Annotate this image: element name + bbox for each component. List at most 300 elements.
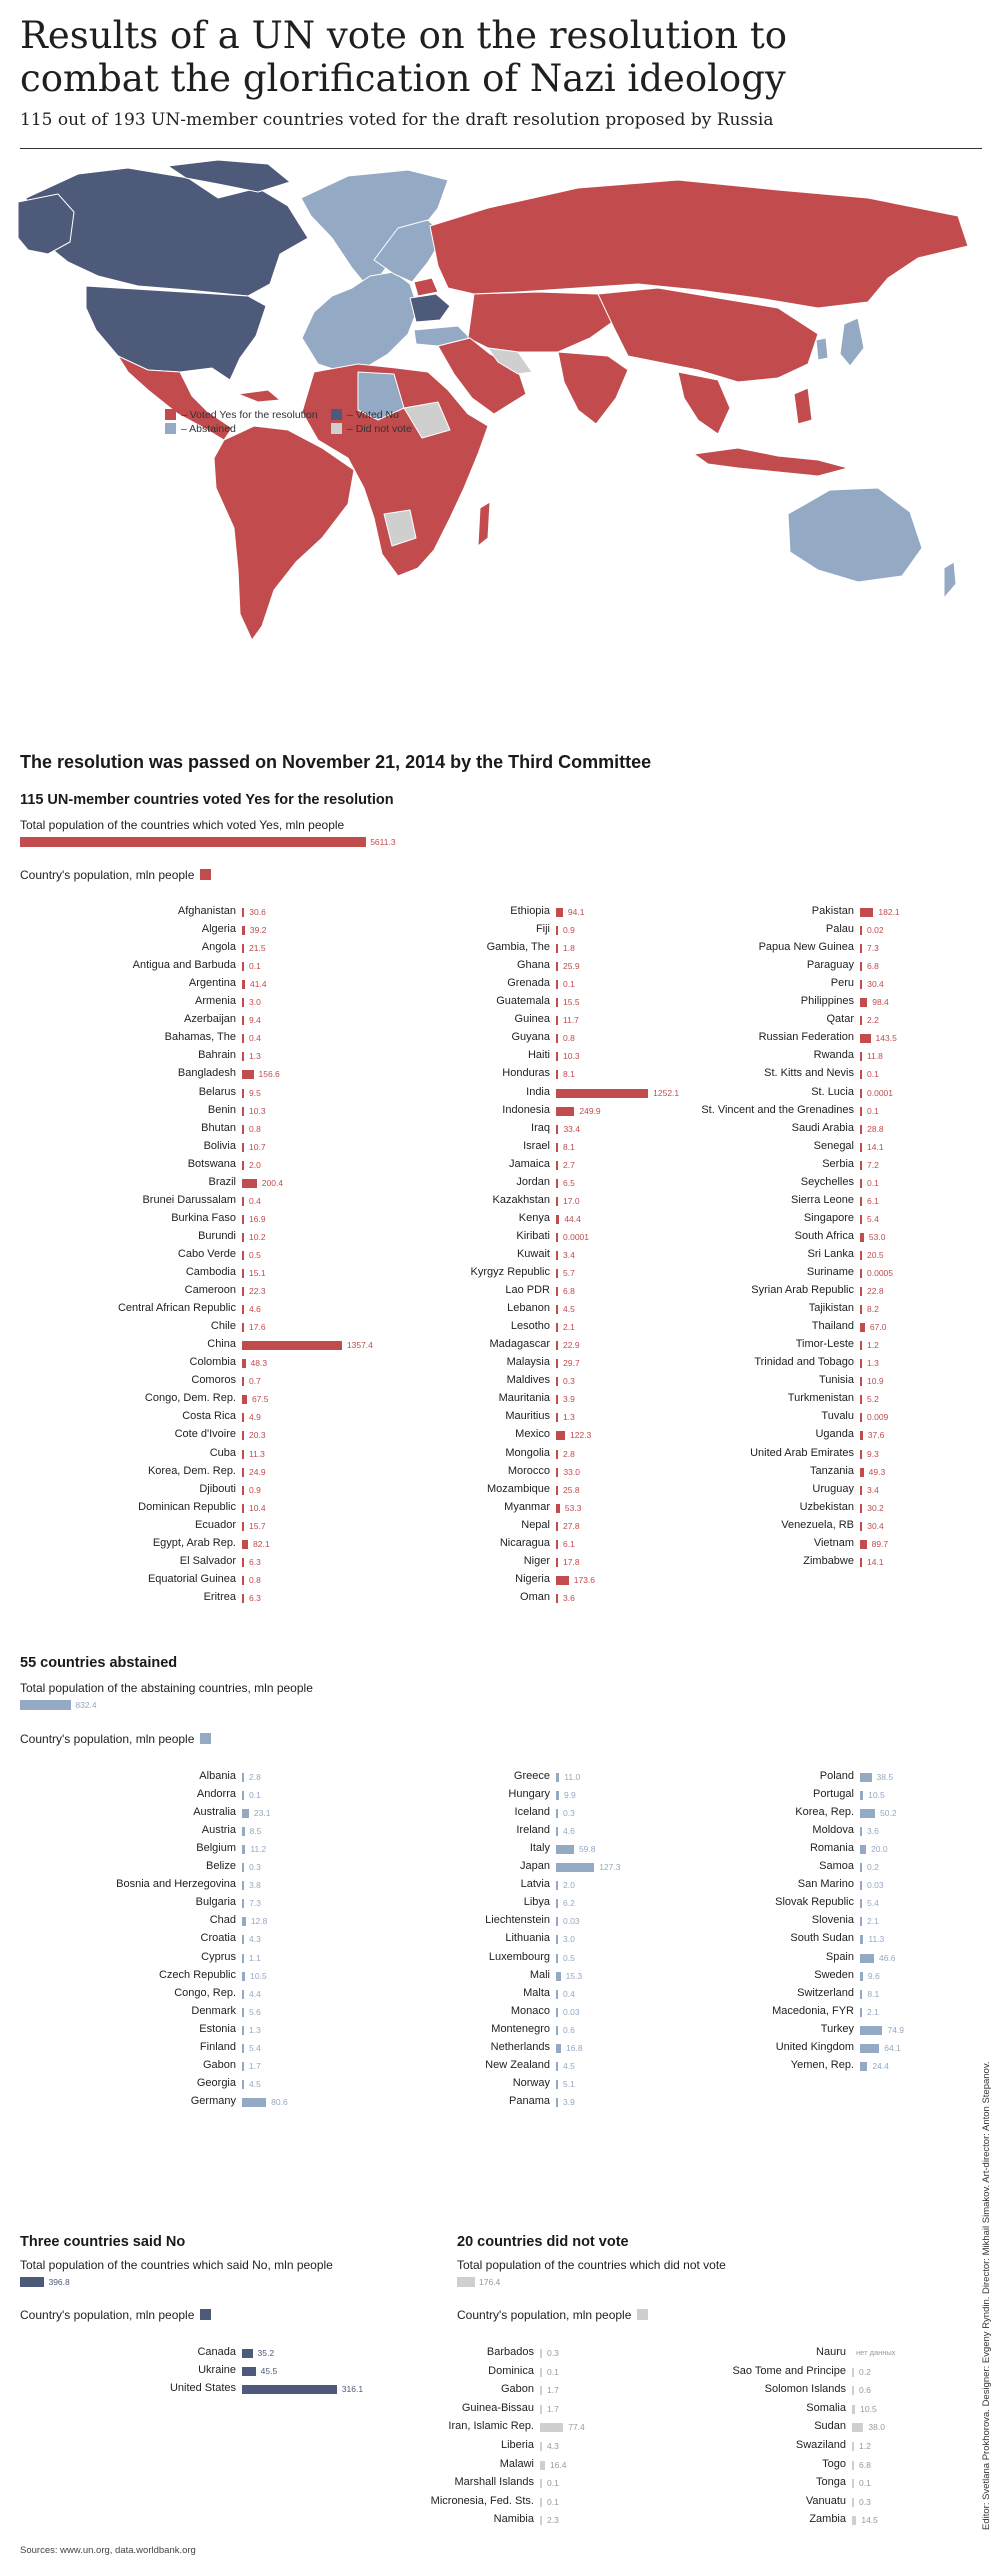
country-name: Luxembourg xyxy=(488,1950,550,1963)
population-value: 0.0001 xyxy=(563,1231,589,1242)
page-subtitle: 115 out of 193 UN-member countries voted for the draft resolution proposed by Russia xyxy=(20,110,774,130)
population-value: 9.3 xyxy=(867,1448,879,1459)
country-row xyxy=(0,1102,998,1120)
population-bar xyxy=(860,1179,862,1188)
population-value: 17.6 xyxy=(249,1322,266,1333)
population-value: 1.7 xyxy=(547,2403,559,2414)
population-value: 14.1 xyxy=(867,1141,884,1152)
country-name: India xyxy=(526,1085,550,1098)
population-bar xyxy=(860,1972,863,1981)
population-value: 22.9 xyxy=(563,1340,580,1351)
country-name: Mozambique xyxy=(487,1482,550,1495)
population-value: 12.8 xyxy=(250,1916,268,1927)
country-name: Cyprus xyxy=(201,1950,236,1963)
population-value: 0.3 xyxy=(249,1862,261,1873)
country-name: St. Vincent and the Grenadines xyxy=(701,1103,854,1116)
population-value: 0.4 xyxy=(249,1195,261,1206)
page-title: Results of a UN vote on the resolution to combat the glorification of Nazi ideology xyxy=(20,14,788,100)
country-name: Sudan xyxy=(814,2420,846,2433)
population-value: 0.5 xyxy=(249,1249,261,1260)
country-name: Iraq xyxy=(531,1121,550,1134)
population-value: 3.0 xyxy=(249,997,261,1008)
population-value: 38.5 xyxy=(876,1772,894,1782)
country-name: Guinea-Bissau xyxy=(461,2401,534,2414)
population-value: 2.3 xyxy=(547,2515,559,2526)
population-value: 2.2 xyxy=(867,1015,879,1026)
population-value: 24.4 xyxy=(872,2060,889,2071)
population-bar xyxy=(860,2062,867,2071)
country-row xyxy=(0,975,998,993)
country-name: Tanzania xyxy=(809,1464,854,1477)
country-name: Bosnia and Herzegovina xyxy=(116,1878,236,1891)
section-heading-yes: 115 UN-member countries voted Yes for the resolution xyxy=(20,792,394,808)
country-name: Kenya xyxy=(518,1211,550,1224)
population-bar xyxy=(860,1917,862,1926)
population-value: 0.1 xyxy=(547,2496,559,2507)
map-russia xyxy=(430,180,968,308)
population-value: 3.6 xyxy=(563,1592,575,1603)
population-value: 4.5 xyxy=(249,2078,261,2089)
country-name: Kazakhstan xyxy=(492,1193,550,1206)
country-name: Netherlands xyxy=(490,2040,550,2053)
country-name: Iran, Islamic Rep. xyxy=(448,2420,534,2433)
country-name: Sierra Leone xyxy=(791,1193,854,1206)
population-bar xyxy=(556,2098,558,2107)
population-value: 4.5 xyxy=(563,2060,575,2071)
population-value: 0.03 xyxy=(867,1880,884,1891)
legend-label-not-voted: – Did not vote xyxy=(347,423,412,435)
population-value: 49.3 xyxy=(868,1466,886,1477)
country-name: Dominica xyxy=(488,2364,534,2377)
population-value: 3.8 xyxy=(249,1880,261,1891)
population-bar xyxy=(860,1395,862,1404)
country-name: Brunei Darussalam xyxy=(142,1193,236,1206)
section-heading-no: Three countries said No xyxy=(20,2234,186,2250)
country-name: Japan xyxy=(520,1860,550,1873)
population-value: 0.2 xyxy=(859,2366,871,2377)
population-value: 16.8 xyxy=(566,2042,583,2053)
pop-label-text: Country's population, mln people xyxy=(20,1732,195,1746)
population-value: 67.0 xyxy=(869,1322,887,1333)
population-value: 0.2 xyxy=(867,1862,879,1873)
country-name: Singapore xyxy=(803,1211,854,1224)
population-value: 2.1 xyxy=(867,1916,879,1927)
population-value: 10.2 xyxy=(249,1231,266,1242)
population-value: 5.1 xyxy=(563,2078,575,2089)
population-value: 0.3 xyxy=(563,1808,575,1819)
country-name: Argentina xyxy=(188,977,236,990)
population-value: 10.5 xyxy=(250,1970,267,1981)
population-bar xyxy=(860,1827,862,1836)
map-europe-west xyxy=(302,272,418,372)
section-total-label-yes: Total population of the countries which voted Yes, mln people xyxy=(20,818,345,832)
country-name: Gabon xyxy=(500,2383,534,2396)
population-bar xyxy=(860,1954,874,1963)
population-bar xyxy=(860,1052,862,1061)
country-row xyxy=(0,1912,998,1930)
country-name: Mauritius xyxy=(505,1410,550,1423)
population-value: 0.3 xyxy=(859,2496,871,2507)
country-name: Djibouti xyxy=(199,1482,236,1495)
country-row xyxy=(0,903,998,921)
country-name: United States xyxy=(169,2382,236,2395)
population-value: 0.0005 xyxy=(867,1268,893,1278)
legend-swatch-no xyxy=(331,409,342,420)
population-value: 41.4 xyxy=(250,979,267,990)
country-name: Burkina Faso xyxy=(171,1211,236,1224)
population-bar xyxy=(860,1845,866,1854)
country-row xyxy=(0,2039,998,2057)
population-bar xyxy=(860,1359,862,1368)
population-value: 20.3 xyxy=(249,1430,266,1441)
population-value: 1.1 xyxy=(249,1952,261,1963)
population-value: 0.4 xyxy=(563,1988,575,1999)
country-name: Colombia xyxy=(189,1356,236,1369)
country-row xyxy=(0,1210,998,1228)
population-value: 1.7 xyxy=(547,2385,559,2396)
total-value-abstained: 832.4 xyxy=(75,1700,97,1710)
country-name: Finland xyxy=(199,2040,236,2053)
country-name: Portugal xyxy=(813,1788,854,1801)
population-bar xyxy=(860,1486,862,1495)
country-name: Israel xyxy=(523,1139,550,1152)
country-name: Solomon Islands xyxy=(764,2383,846,2396)
country-name: Qatar xyxy=(826,1013,854,1026)
country-row xyxy=(0,2075,998,2093)
country-name: Indonesia xyxy=(502,1103,550,1116)
country-row xyxy=(0,2437,998,2455)
population-bar xyxy=(852,2516,856,2525)
population-value: 3.4 xyxy=(867,1484,879,1495)
population-value: 11.0 xyxy=(564,1772,581,1782)
population-value: 0.3 xyxy=(563,1376,575,1387)
country-name: Spain xyxy=(825,1950,854,1963)
population-value: 46.6 xyxy=(878,1952,896,1963)
map-caribbean xyxy=(238,390,280,402)
population-value: 44.4 xyxy=(564,1213,581,1224)
population-value: 11.3 xyxy=(868,1934,885,1945)
country-name: Bangladesh xyxy=(177,1067,236,1080)
country-name: Malawi xyxy=(499,2457,534,2470)
country-name: Germany xyxy=(190,2094,236,2107)
population-bar xyxy=(860,1341,862,1350)
country-name: Myanmar xyxy=(504,1500,550,1513)
country-name: Hungary xyxy=(508,1788,550,1801)
country-name: Monaco xyxy=(510,2004,550,2017)
population-value: 0.8 xyxy=(563,1033,575,1044)
section-heading-abstained: 55 countries abstained xyxy=(20,1655,178,1671)
legend-item-yes xyxy=(165,409,318,421)
population-value: 16.9 xyxy=(249,1213,266,1224)
legend-label-yes: – Voted Yes for the resolution xyxy=(181,409,318,421)
population-value: 0.0001 xyxy=(867,1087,893,1098)
population-bar xyxy=(860,2026,882,2035)
population-bar xyxy=(860,2044,879,2053)
country-row xyxy=(0,1228,998,1246)
country-row xyxy=(0,1174,998,1192)
country-row xyxy=(0,2363,998,2381)
country-row xyxy=(0,1445,998,1463)
country-name: Somalia xyxy=(806,2401,846,2414)
population-value: 1.3 xyxy=(563,1412,575,1423)
country-name: United Kingdom xyxy=(775,2040,854,2053)
population-value: 53.3 xyxy=(564,1502,582,1513)
population-value: 249.9 xyxy=(579,1105,601,1116)
population-value: 0.5 xyxy=(563,1952,575,1963)
country-row xyxy=(0,1481,998,1499)
country-name: Guyana xyxy=(511,1031,550,1044)
section-total-label-no: Total population of the countries which said No, mln people xyxy=(20,2258,333,2272)
pop-label-text: Country's population, mln people xyxy=(457,2308,632,2322)
country-name: Chad xyxy=(209,1914,236,1927)
country-name: Libya xyxy=(523,1896,550,1909)
country-name: Seychelles xyxy=(800,1175,854,1188)
population-value: 25.9 xyxy=(563,961,580,972)
country-name: Venezuela, RB xyxy=(781,1518,854,1531)
country-row xyxy=(0,1463,998,1481)
population-value: 8.1 xyxy=(563,1069,575,1080)
population-value: 25.8 xyxy=(563,1484,580,1495)
country-name: Albania xyxy=(199,1770,236,1782)
population-bar xyxy=(860,1450,862,1459)
country-name: Zambia xyxy=(809,2513,846,2526)
country-name: Cote d'Ivoire xyxy=(174,1428,236,1441)
population-value: 45.5 xyxy=(260,2366,278,2377)
country-name: Ukraine xyxy=(198,2364,236,2377)
population-bar xyxy=(860,962,862,971)
country-row xyxy=(0,1246,998,1264)
country-name: Sao Tome and Principe xyxy=(732,2364,846,2377)
population-value: 2.7 xyxy=(563,1159,575,1170)
population-value: 29.7 xyxy=(563,1358,580,1369)
country-name: United Arab Emirates xyxy=(750,1446,854,1459)
country-name: Belarus xyxy=(198,1085,236,1098)
country-name: Bahrain xyxy=(198,1049,236,1062)
population-bar xyxy=(860,1863,862,1872)
country-name: Liberia xyxy=(500,2439,534,2451)
country-name: Samoa xyxy=(819,1860,854,1873)
population-value: 4.6 xyxy=(249,1304,261,1315)
country-row xyxy=(0,1011,998,1029)
population-value: 316.1 xyxy=(341,2384,364,2395)
legend-swatch-yes xyxy=(165,409,176,420)
country-name: Antigua and Barbuda xyxy=(132,959,236,972)
population-value: 15.5 xyxy=(563,997,580,1008)
country-name: Botswana xyxy=(187,1157,236,1170)
country-name: Ethiopia xyxy=(510,905,550,917)
pop-label-yes xyxy=(20,868,211,882)
country-name: Ghana xyxy=(516,959,550,972)
country-name: Kiribati xyxy=(516,1229,550,1242)
population-value: 0.8 xyxy=(249,1123,261,1134)
country-name: Mali xyxy=(529,1968,550,1981)
country-name: Yemen, Rep. xyxy=(790,2058,854,2071)
country-name: Nauru xyxy=(816,2346,846,2358)
country-name: Nepal xyxy=(521,1518,550,1531)
country-name: Cuba xyxy=(209,1446,236,1459)
total-bar-yes xyxy=(20,837,366,847)
country-name: Haiti xyxy=(527,1049,550,1062)
country-row xyxy=(0,1768,998,1786)
country-name: Papua New Guinea xyxy=(758,941,854,954)
country-name: Trinidad and Tobago xyxy=(754,1356,854,1369)
country-name: Ireland xyxy=(516,1824,550,1837)
country-name: St. Lucia xyxy=(811,1085,854,1098)
population-value: 0.1 xyxy=(867,1069,879,1080)
country-row xyxy=(0,1408,998,1426)
country-name: Serbia xyxy=(822,1157,854,1170)
population-value: 8.5 xyxy=(249,1826,262,1837)
population-value: 10.9 xyxy=(867,1376,884,1387)
country-name: Macedonia, FYR xyxy=(772,2004,854,2017)
legend-swatch-not-voted xyxy=(331,423,342,434)
country-row xyxy=(0,1300,998,1318)
country-name: Switzerland xyxy=(797,1986,854,1999)
country-name: Congo, Rep. xyxy=(174,1986,236,1999)
legend-label-no: – Voted No xyxy=(347,409,399,421)
population-value: 3.9 xyxy=(563,2096,575,2107)
population-value: 2.1 xyxy=(563,1322,575,1333)
country-name: Slovak Republic xyxy=(775,1896,854,1909)
population-bar xyxy=(860,1269,862,1278)
population-bar xyxy=(860,1809,875,1818)
population-value: 8.2 xyxy=(867,1304,879,1315)
country-row xyxy=(0,1156,998,1174)
country-name: Tonga xyxy=(816,2476,846,2489)
map-central-asia xyxy=(468,292,618,352)
legend-item-not-voted xyxy=(331,423,412,435)
country-name: Timor-Leste xyxy=(795,1338,854,1351)
population-value: 0.4 xyxy=(249,1033,261,1044)
country-name: Tunisia xyxy=(818,1374,854,1387)
country-name: Namibia xyxy=(493,2513,534,2526)
population-value: 7.2 xyxy=(867,1159,879,1170)
population-value: 6.5 xyxy=(563,1177,575,1188)
country-name: Syrian Arab Republic xyxy=(751,1284,854,1297)
country-name: Canada xyxy=(197,2346,236,2358)
population-value: 4.9 xyxy=(249,1412,261,1423)
population-bar xyxy=(860,1540,867,1549)
population-value: 22.3 xyxy=(249,1286,266,1297)
country-row xyxy=(0,1517,998,1535)
country-name: Chile xyxy=(210,1320,236,1333)
country-name: Croatia xyxy=(200,1932,236,1945)
country-name: Brazil xyxy=(208,1175,236,1188)
country-row xyxy=(0,2057,998,2075)
population-bar xyxy=(860,1504,862,1513)
population-value: 143.5 xyxy=(875,1033,897,1044)
country-name: Mongolia xyxy=(505,1446,550,1459)
country-row xyxy=(0,1065,998,1083)
country-name: Cameroon xyxy=(184,1284,236,1297)
population-value: 82.1 xyxy=(253,1538,270,1549)
country-name: Equatorial Guinea xyxy=(147,1572,236,1585)
population-value: 30.4 xyxy=(867,979,884,990)
country-name: Oman xyxy=(520,1590,550,1603)
population-value: 8.1 xyxy=(867,1988,880,1999)
country-row xyxy=(0,1876,998,1894)
population-value: 3.6 xyxy=(867,1826,879,1837)
country-row xyxy=(0,1138,998,1156)
population-value: 3.4 xyxy=(563,1249,575,1260)
population-bar xyxy=(860,2008,862,2017)
country-name: Guatemala xyxy=(496,995,550,1008)
population-value: 1.7 xyxy=(249,2060,261,2071)
population-value: 94.1 xyxy=(567,907,585,917)
country-name: Thailand xyxy=(811,1320,854,1333)
population-value: 15.7 xyxy=(249,1520,266,1531)
legend-item-abstained xyxy=(165,423,236,435)
population-value: 122.3 xyxy=(570,1430,592,1441)
population-value: 1.3 xyxy=(249,1051,261,1062)
country-name: St. Kitts and Nevis xyxy=(764,1067,854,1080)
country-name: Dominican Republic xyxy=(138,1500,236,1513)
country-name: Saudi Arabia xyxy=(791,1121,854,1134)
population-value: 50.2 xyxy=(880,1808,897,1819)
population-bar xyxy=(860,1431,863,1440)
population-value: 9.9 xyxy=(563,1790,576,1801)
population-value: 89.7 xyxy=(871,1538,889,1549)
population-bar xyxy=(860,1558,862,1567)
country-name: Micronesia, Fed. Sts. xyxy=(430,2494,534,2507)
population-value: 5.2 xyxy=(867,1394,879,1405)
population-value: 182.1 xyxy=(878,907,900,917)
country-name: Burundi xyxy=(198,1229,236,1242)
country-name: Ecuador xyxy=(195,1518,236,1531)
population-value: 33.4 xyxy=(563,1123,580,1134)
country-row xyxy=(0,1930,998,1948)
country-name: Paraguay xyxy=(806,959,854,972)
population-bar xyxy=(860,1197,862,1206)
population-value: 8.1 xyxy=(563,1141,575,1152)
population-value: 0.9 xyxy=(563,925,575,936)
country-name: Suriname xyxy=(806,1266,854,1278)
country-name: Guinea xyxy=(514,1013,550,1026)
country-row xyxy=(0,2474,998,2492)
population-bar xyxy=(860,1034,871,1043)
population-value: 15.1 xyxy=(249,1268,266,1278)
country-name: Eritrea xyxy=(203,1590,236,1603)
country-name: San Marino xyxy=(797,1878,854,1891)
population-value: 17.0 xyxy=(563,1195,580,1206)
population-value: 156.6 xyxy=(258,1069,280,1080)
country-row xyxy=(0,2381,998,2399)
population-value: 0.1 xyxy=(859,2478,871,2489)
population-value: 5.4 xyxy=(249,2042,261,2053)
population-value: 3.9 xyxy=(563,1394,575,1405)
population-bar xyxy=(860,1161,862,1170)
population-value: 0.1 xyxy=(867,1177,879,1188)
country-name: Benin xyxy=(207,1103,236,1116)
population-value: 20.5 xyxy=(867,1249,884,1260)
country-name: Vanuatu xyxy=(805,2494,846,2507)
country-name: Comoros xyxy=(191,1374,236,1387)
country-name: Algeria xyxy=(201,923,236,936)
population-value: 7.3 xyxy=(249,1898,262,1909)
population-value: 77.4 xyxy=(568,2422,585,2433)
country-row xyxy=(0,1894,998,1912)
population-bar xyxy=(860,1233,864,1242)
country-name: Jordan xyxy=(516,1175,550,1188)
population-value: 0.1 xyxy=(563,979,575,990)
map-philippines xyxy=(794,388,812,424)
country-name: Georgia xyxy=(196,2076,236,2089)
population-value: 10.3 xyxy=(249,1105,266,1116)
country-row xyxy=(0,2400,998,2418)
country-name: Cambodia xyxy=(185,1266,236,1278)
world-vote-map xyxy=(18,158,980,658)
country-name: Australia xyxy=(193,1806,236,1819)
